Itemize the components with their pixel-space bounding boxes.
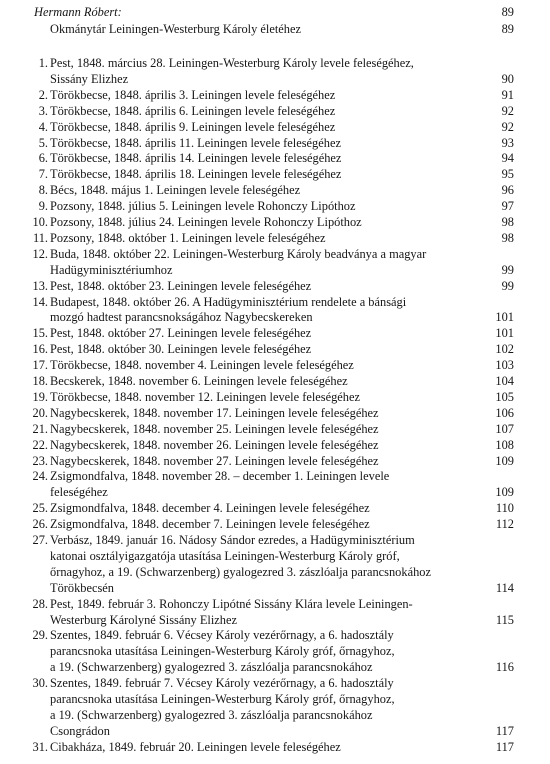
entry-number: 19. <box>32 389 48 404</box>
author-page-number: 89 <box>501 5 514 19</box>
entry-title: Szentes, 1849. február 6. Vécsey Károly vezérőrnagy, a 6. hadosztály <box>50 628 394 643</box>
entry-number: 7. <box>38 167 48 182</box>
entry-title: Zsigmondfalva, 1848. november 28. – december 1. Leiningen levele <box>50 469 390 484</box>
entry-number: 1. <box>38 56 48 70</box>
entry-number: 31. <box>32 739 48 754</box>
entry-title: Zsigmondfalva, 1848. december 7. Leiningen levele feleségéhez <box>50 517 370 532</box>
entry-page-number: 115 <box>495 612 514 627</box>
entry-title: Pest, 1848. október 23. Leiningen levele feleségéhez <box>50 278 312 293</box>
entry-title: Törökbecse, 1848. április 14. Leiningen levele feleségéhez <box>50 151 342 166</box>
entry-number: 2. <box>38 87 48 102</box>
entry-page-number: 96 <box>501 183 514 198</box>
entry-title: Törökbecse, 1848. április 11. Leiningen levele feleségéhez <box>50 135 341 150</box>
entry-title: Szentes, 1849. február 7. Vécsey Károly vezérőrnagy, a 6. hadosztály <box>50 676 394 691</box>
entry-title: Törökbecse, 1848. április 3. Leiningen levele feleségéhez <box>50 87 336 102</box>
entry-number: 26. <box>32 517 48 532</box>
entry-title-continuation: feleségéhez <box>50 485 108 500</box>
entry-page-number: 116 <box>495 660 514 675</box>
entry-title-continuation: Csongrádon <box>50 723 110 738</box>
entry-title: Törökbecse, 1848. április 9. Leiningen levele feleségéhez <box>50 119 336 134</box>
entry-page-number: 104 <box>495 374 514 388</box>
entry-title-continuation: parancsnoka utasítása Leiningen-Westerburg Károly gróf, őrnagyhoz, <box>50 692 395 706</box>
entry-title: Pest, 1849. február 3. Rohonczy Lipótné Sissány Klára levele Leiningen- <box>50 596 413 611</box>
entry-title: Törökbecse, 1848. november 12. Leiningen levele feleségéhez <box>50 389 360 404</box>
entry-number: 3. <box>38 103 48 118</box>
entry-title-continuation: Törökbecsén <box>50 580 114 595</box>
entry-title-continuation: őrnagyhoz, a 19. (Schwarzenberg) gyalogezred 3. zászlóalja parancsnokához <box>50 564 431 579</box>
entry-title: Nagybecskerek, 1848. november 17. Leiningen levele feleségéhez <box>50 405 379 420</box>
entry-title-continuation: Westerburg Károlyné Sissány Elizhez <box>50 612 237 627</box>
entry-number: 17. <box>32 358 48 373</box>
entry-title: Buda, 1848. október 22. Leiningen-Westerburg Károly beadványa a magyar <box>50 246 427 261</box>
entry-number: 12. <box>32 246 48 261</box>
entry-page-number: 90 <box>501 71 514 86</box>
entry-page-number: 92 <box>501 119 514 134</box>
entry-title: Bécs, 1848. május 1. Leiningen levele feleségéhez <box>50 183 301 198</box>
entry-title: Pest, 1848. október 27. Leiningen levele feleségéhez <box>50 326 312 341</box>
entry-page-number: 112 <box>495 517 514 532</box>
entry-title: Törökbecse, 1848. április 6. Leiningen levele feleségéhez <box>50 103 336 118</box>
entry-page-number: 98 <box>501 230 514 245</box>
entry-title: Pest, 1848. október 30. Leiningen levele feleségéhez <box>50 342 312 357</box>
entry-title: Pozsony, 1848. július 24. Leiningen levele Rohonczy Lipóthoz <box>50 215 362 229</box>
entry-number: 25. <box>32 501 48 516</box>
entry-page-number: 117 <box>495 723 514 738</box>
entry-title: Nagybecskerek, 1848. november 26. Leiningen levele feleségéhez <box>50 437 379 452</box>
entry-page-number: 110 <box>495 501 514 516</box>
entry-title-continuation: a 19. (Schwarzenberg) gyalogezred 3. zászlóalja parancsnokához <box>50 707 373 722</box>
entry-number: 15. <box>32 326 48 341</box>
entry-title: Budapest, 1848. október 26. A Hadügyminisztérium rendelete a bánsági <box>50 294 407 309</box>
entry-number: 21. <box>32 421 48 436</box>
entry-page-number: 102 <box>495 342 514 357</box>
entry-page-number: 117 <box>495 739 514 754</box>
entry-page-number: 92 <box>501 103 514 118</box>
entry-page-number: 93 <box>501 135 514 150</box>
entry-title: Verbász, 1849. január 16. Nádosy Sándor ezredes, a Hadügyminisztérium <box>50 533 415 547</box>
entry-page-number: 91 <box>501 87 514 102</box>
entry-page-number: 108 <box>495 437 514 452</box>
entry-number: 4. <box>38 119 48 134</box>
entry-number: 23. <box>32 453 48 468</box>
entry-number: 5. <box>38 135 48 150</box>
entry-number: 22. <box>32 437 48 452</box>
entry-title: Pozsony, 1848. július 5. Leiningen levele Rohonczy Lipóthoz <box>50 199 356 214</box>
entry-number: 10. <box>32 215 48 229</box>
entry-number: 13. <box>32 278 48 293</box>
entry-number: 16. <box>32 342 48 357</box>
entry-page-number: 109 <box>495 485 514 500</box>
entry-title: Becskerek, 1848. november 6. Leiningen levele feleségéhez <box>50 374 348 388</box>
entry-number: 30. <box>32 676 48 691</box>
entry-title-continuation: Sissány Elizhez <box>50 71 129 86</box>
chapter-page-number: 89 <box>501 22 514 36</box>
entry-number: 27. <box>32 533 48 547</box>
entry-number: 18. <box>32 374 48 388</box>
entry-page-number: 114 <box>495 580 514 595</box>
entry-page-number: 103 <box>495 358 514 373</box>
entry-number: 8. <box>38 183 48 198</box>
entry-page-number: 109 <box>495 453 514 468</box>
entry-title: Törökbecse, 1848. április 18. Leiningen levele feleségéhez <box>50 167 342 182</box>
entry-title-continuation: parancsnoka utasítása Leiningen-Westerburg Károly gróf, őrnagyhoz, <box>50 644 395 659</box>
entry-number: 29. <box>32 628 48 643</box>
entry-title-continuation: Hadügyminisztériumhoz <box>50 262 173 277</box>
entry-number: 6. <box>38 151 48 166</box>
entry-number: 28. <box>32 596 48 611</box>
chapter-title: Okmánytár Leiningen-Westerburg Károly életéhez <box>50 22 301 36</box>
entry-page-number: 97 <box>501 199 514 214</box>
author-name: Hermann Róbert: <box>34 5 122 19</box>
entry-number: 20. <box>32 405 48 420</box>
entry-page-number: 99 <box>501 278 514 293</box>
entry-title-continuation: mozgó hadtest parancsnokságához Nagybecskereken <box>50 310 313 325</box>
entry-title-continuation: a 19. (Schwarzenberg) gyalogezred 3. zászlóalja parancsnokához <box>50 660 373 675</box>
entry-number: 14. <box>32 294 48 309</box>
entry-number: 9. <box>38 199 48 214</box>
entry-page-number: 106 <box>495 405 514 420</box>
entry-page-number: 101 <box>495 326 514 341</box>
entry-title: Zsigmondfalva, 1848. december 4. Leiningen levele feleségéhez <box>50 501 370 516</box>
entry-title: Pest, 1848. március 28. Leiningen-Westerburg Károly levele feleségéhez, <box>50 56 414 70</box>
entry-page-number: 99 <box>501 262 514 277</box>
entry-title: Nagybecskerek, 1848. november 27. Leiningen levele feleségéhez <box>50 453 379 468</box>
entry-title: Nagybecskerek, 1848. november 25. Leiningen levele feleségéhez <box>50 421 379 436</box>
entry-page-number: 101 <box>495 310 514 325</box>
entry-page-number: 107 <box>495 421 514 436</box>
entry-page-number: 98 <box>501 215 514 229</box>
entry-number: 24. <box>32 469 48 484</box>
entry-title: Cibakháza, 1849. február 20. Leiningen levele feleségéhez <box>50 739 341 754</box>
entry-page-number: 105 <box>495 389 514 404</box>
entry-title-continuation: katonai osztályigazgatója utasítása Leiningen-Westerburg Károly gróf, <box>50 548 400 563</box>
entry-page-number: 94 <box>501 151 514 166</box>
entry-title: Törökbecse, 1848. november 4. Leiningen levele feleségéhez <box>50 358 354 373</box>
entry-number: 11. <box>32 230 48 245</box>
entry-page-number: 95 <box>501 167 514 182</box>
entry-title: Pozsony, 1848. október 1. Leiningen levele feleségéhez <box>50 230 326 245</box>
